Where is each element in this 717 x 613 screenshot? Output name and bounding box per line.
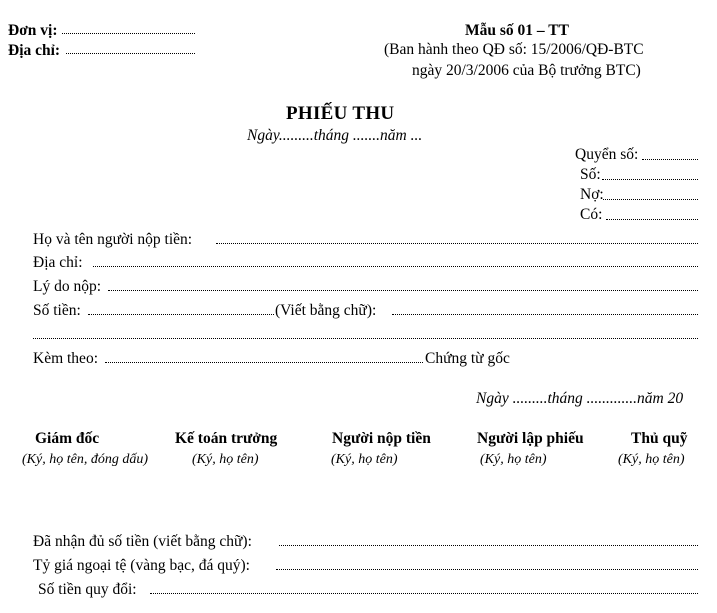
attached-label: Kèm theo: <box>33 350 98 367</box>
amount-words-label: (Viết bằng chữ): <box>275 302 377 319</box>
address-header-dotted-line[interactable] <box>66 53 195 54</box>
credit-label: Có: <box>580 206 603 223</box>
decree-line-2: ngày 20/3/2006 của Bộ trưởng BTC) <box>412 62 641 79</box>
book-number-line[interactable] <box>642 159 698 160</box>
signature-note-payer: (Ký, họ tên) <box>331 452 398 467</box>
signature-note-director: (Ký, họ tên, đóng dấu) <box>22 452 148 467</box>
credit-line[interactable] <box>606 219 698 220</box>
voucher-number-label: Số: <box>580 166 601 183</box>
sign-date-line: Ngày .........tháng .............năm 20 <box>476 390 684 407</box>
payer-name-line[interactable] <box>216 243 698 244</box>
converted-amount-label: Số tiền quy đổi: <box>38 581 137 598</box>
address-header-label: Địa chỉ: <box>8 42 61 59</box>
attached-line[interactable] <box>105 362 423 363</box>
signature-role-cashier: Thủ quỹ <box>631 430 688 447</box>
signature-role-chief-accountant: Kế toán trưởng <box>175 430 278 447</box>
converted-amount-line[interactable] <box>150 593 698 594</box>
title-date-line: Ngày.........tháng .......năm ... <box>247 127 423 144</box>
payer-address-line[interactable] <box>93 266 698 267</box>
exchange-rate-line[interactable] <box>276 569 698 570</box>
signature-note-preparer: (Ký, họ tên) <box>480 452 547 467</box>
debit-label: Nợ: <box>580 186 604 203</box>
signature-role-preparer: Người lập phiếu <box>477 430 584 447</box>
signature-note-chief-accountant: (Ký, họ tên) <box>192 452 259 467</box>
signature-role-payer: Người nộp tiền <box>332 430 431 447</box>
amount-number-line[interactable] <box>88 314 274 315</box>
amount-label: Số tiền: <box>33 302 81 319</box>
decree-line-1: (Ban hành theo QĐ số: 15/2006/QĐ-BTC <box>384 41 644 58</box>
debit-line[interactable] <box>603 199 698 200</box>
unit-label: Đơn vị: <box>8 22 58 39</box>
voucher-number-line[interactable] <box>602 179 698 180</box>
original-docs-label: Chứng từ gốc <box>425 350 510 367</box>
exchange-rate-label: Tỷ giá ngoại tệ (vàng bạc, đá quý): <box>33 557 250 574</box>
form-code: Mẫu số 01 – TT <box>465 22 569 39</box>
reason-label: Lý do nộp: <box>33 278 102 295</box>
received-amount-line[interactable] <box>279 545 698 546</box>
payer-name-label: Họ và tên người nộp tiền: <box>33 231 193 248</box>
payer-address-label: Địa chỉ: <box>33 254 83 271</box>
signature-note-cashier: (Ký, họ tên) <box>618 452 685 467</box>
received-amount-label: Đã nhận đủ số tiền (viết bằng chữ): <box>33 533 252 550</box>
amount-words-line[interactable] <box>392 314 698 315</box>
amount-words-continuation-line[interactable] <box>33 338 698 339</box>
unit-dotted-line[interactable] <box>62 33 195 34</box>
book-number-label: Quyển số: <box>575 146 639 163</box>
page-title: PHIẾU THU <box>286 103 395 124</box>
reason-line[interactable] <box>108 290 698 291</box>
signature-role-director: Giám đốc <box>35 430 100 447</box>
